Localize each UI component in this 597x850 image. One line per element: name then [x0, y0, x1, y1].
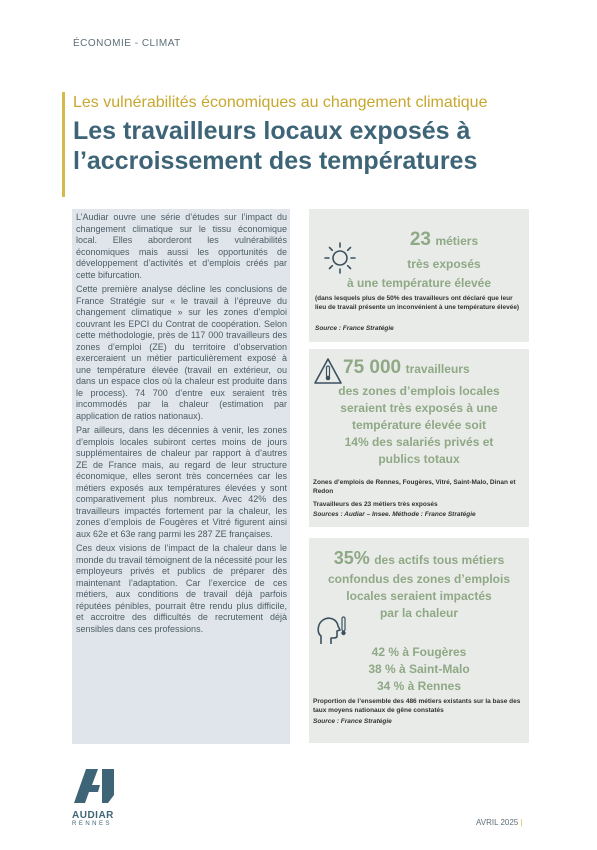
stat-label: 14% des salariés privés et [344, 435, 494, 449]
stat-label: publics totaux [378, 452, 460, 466]
title-block [62, 92, 543, 197]
category-label: ÉCONOMIE - CLIMAT [73, 38, 181, 49]
box-note: Zones d’emplois de Rennes, Fougères, Vitré, Saint-Malo, Dinan et Redon [313, 479, 516, 495]
intro-text-column [72, 209, 290, 744]
stat-label: travailleurs [405, 362, 470, 376]
logo-text: AUDIAR [72, 810, 114, 821]
box-source: Sources : Audiar – Insee. Méthode : France Stratégie [313, 511, 476, 518]
city-stat: 42 % à Fougères [371, 645, 467, 659]
box-source: Source : France Stratégie [313, 718, 392, 725]
stat-number: 35% [333, 548, 370, 568]
stat-label: métiers [435, 234, 479, 248]
stat-box-metiers [309, 209, 529, 342]
head-thermometer-icon [315, 614, 349, 646]
stat-label: seraient très exposés à une [340, 401, 498, 415]
box-note: Travailleurs des 23 métiers très exposés [313, 501, 438, 508]
page-title: Les travailleurs locaux exposés à l’accroissement des températures [73, 117, 478, 175]
paragraph: Ces deux visions de l’impact de la chaleur dans le monde du travail témoignent de la nécessité pour les employeurs privés et publics de préparer dès maintenant l’adaptation. Car l’exercice de ces métiers, aux conditions de travail déjà parfois réputées pénibles, pourrait être rendu plus difficile, et accroitre des difficultés de recrutement déjà sensibles dans ces professions. [76, 543, 287, 634]
footer-date [476, 818, 523, 827]
paragraph: L’Audiar ouvre une série d’études sur l’impact du changement climatique sur le tissu économique local. Elles aborderont les vulnérabilités économiques mais aussi les opportunités de développement d’activités et d’emplois créés par cette bifurcation. [76, 212, 287, 280]
date-label: AVRIL 2025 [476, 818, 519, 827]
stat-label: très exposés [407, 257, 481, 271]
stat-label: température élevée soit [351, 418, 487, 432]
city-stat: 34 % à Rennes [376, 679, 462, 693]
city-stat: 38 % à Saint-Malo [368, 662, 470, 676]
stat-label: confondus des zones d’emplois [327, 572, 511, 586]
stat-label: des zones d’emplois locales [338, 384, 500, 398]
stat-number: 75 000 [343, 357, 402, 378]
paragraph: Par ailleurs, dans les décennies à venir, les zones d’emplois locales subiront certes moins de jours supplémentaires de chaleur par rapport à d’autres ZE de France mais, au regard de leur structure économique, elles seront très concernées car les métiers exposés aux températures élevées y sont comparativement plus nombreux. Avec 42% des travailleurs impactés fortement par la chaleur, les zones d’emplois de Fougères et Vitré figurent ainsi aux 62e et 63e rang parmi les 287 ZE françaises. [76, 425, 287, 539]
audiar-logo [72, 765, 122, 827]
stat-label: locales seraient impactés [346, 589, 492, 603]
stat-number: 23 [409, 229, 431, 250]
box-source: Source : France Stratégie [315, 325, 394, 332]
warning-thermometer-icon [313, 357, 343, 385]
logo-mark-icon [72, 765, 122, 805]
paragraph: Cette première analyse décline les conclusions de France Stratégie sur « le travail à l’épreuve du changement climatique » sur les zones d’emploi couvrant les EPCI du Contrat de coopération. Selon cette méthodologie, près de 117 000 travailleurs des zones d’emploi (ZE) du territoire d’observation exerceraient un métier particulièrement exposé à une température élevée (travail en extérieur, ou dans un espace clos où la chaleur est produite dans le process). 74 700 d’entre eux seraient très incommodés par la chaleur (estimation par application de ratios nationaux). [76, 284, 287, 421]
stat-label: à une température élevée [346, 276, 492, 290]
stat-box-actifs [309, 538, 529, 743]
box-note: (dans lesquels plus de 50% des travailleurs ont déclaré que leur lieu de travail présente un inconvénient à une température élevée) [315, 295, 520, 311]
subtitle: Les vulnérabilités économiques au changement climatique [73, 94, 488, 111]
logo-subtext: RENNES [72, 821, 113, 827]
date-divider: | [520, 818, 523, 827]
stat-box-travailleurs [309, 349, 529, 527]
stat-label: par la chaleur [379, 606, 459, 620]
box-note: Proportion de l’ensemble des 486 métiers existants sur la base des taux moyens nationaux de gêne constatés [313, 698, 521, 714]
stat-label: des actifs tous métiers [374, 553, 505, 567]
sun-icon [323, 241, 357, 275]
